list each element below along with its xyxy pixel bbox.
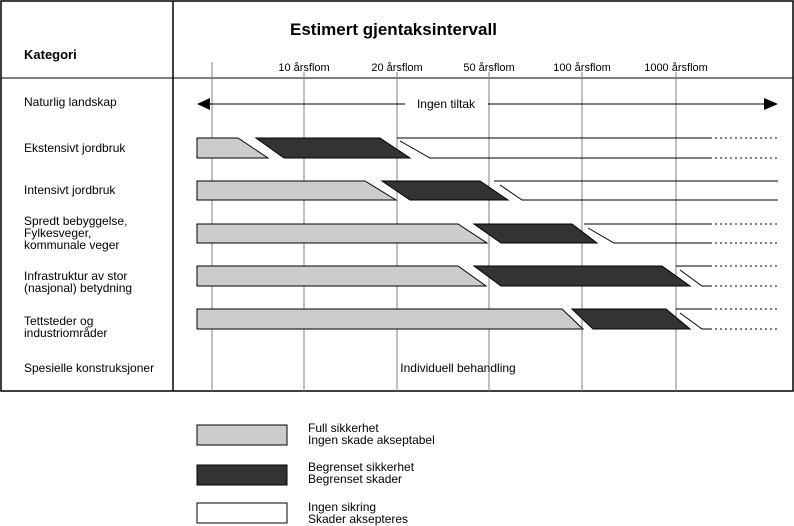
legend-swatch-full — [197, 425, 287, 445]
row-label-spredt-bebyggelse: Spredt bebyggelse, Fylkesveger, kommunale veger — [24, 214, 128, 252]
row-label-infrastruktur: Infrastruktur av stor (nasjonal) betydning — [24, 269, 133, 295]
category-title: Kategori — [24, 47, 77, 62]
tick-label: 1000 årsflom — [644, 62, 708, 74]
arrow-naturlig-landskap — [197, 98, 778, 110]
legend-label-limited: Begrenset sikkerhet Begrenset skader — [308, 460, 415, 486]
tick-label: 50 årsflom — [463, 62, 515, 74]
bars-spredt-bebyggelse — [197, 224, 778, 243]
bars-ekstensivt-jordbruk — [197, 138, 778, 158]
row-label-naturlig-landskap: Naturlig landskap — [24, 95, 117, 109]
row-label-intensivt-jordbruk: Intensivt jordbruk — [24, 183, 116, 197]
bars-infrastruktur — [197, 266, 778, 286]
column-title: Estimert gjentaksintervall — [290, 20, 497, 39]
tick-label: 10 årsflom — [278, 62, 330, 74]
row-label-spesielle-konstruksjoner: Spesielle konstruksjoner — [24, 361, 155, 375]
bars-tettsteder — [197, 309, 778, 329]
legend-label-full: Full sikkerhet Ingen skade akseptabel — [308, 421, 435, 447]
note-ingen-tiltak: Ingen tiltak — [413, 97, 479, 111]
row-label-tettsteder: Tettsteder og industriområder — [24, 314, 108, 340]
note-individuell-behandling: Individuell behandling — [400, 361, 516, 375]
tick-label: 20 årsflom — [371, 62, 423, 74]
row-label-ekstensivt-jordbruk: Ekstensivt jordbruk — [24, 141, 126, 155]
bars-intensivt-jordbruk — [197, 181, 778, 200]
legend-label-none: Ingen sikring Skader aksepteres — [308, 500, 409, 526]
legend-swatch-limited — [197, 465, 287, 485]
legend-swatches — [197, 425, 287, 523]
legend-swatch-none — [197, 503, 287, 523]
tick-label: 100 årsflom — [553, 62, 611, 74]
